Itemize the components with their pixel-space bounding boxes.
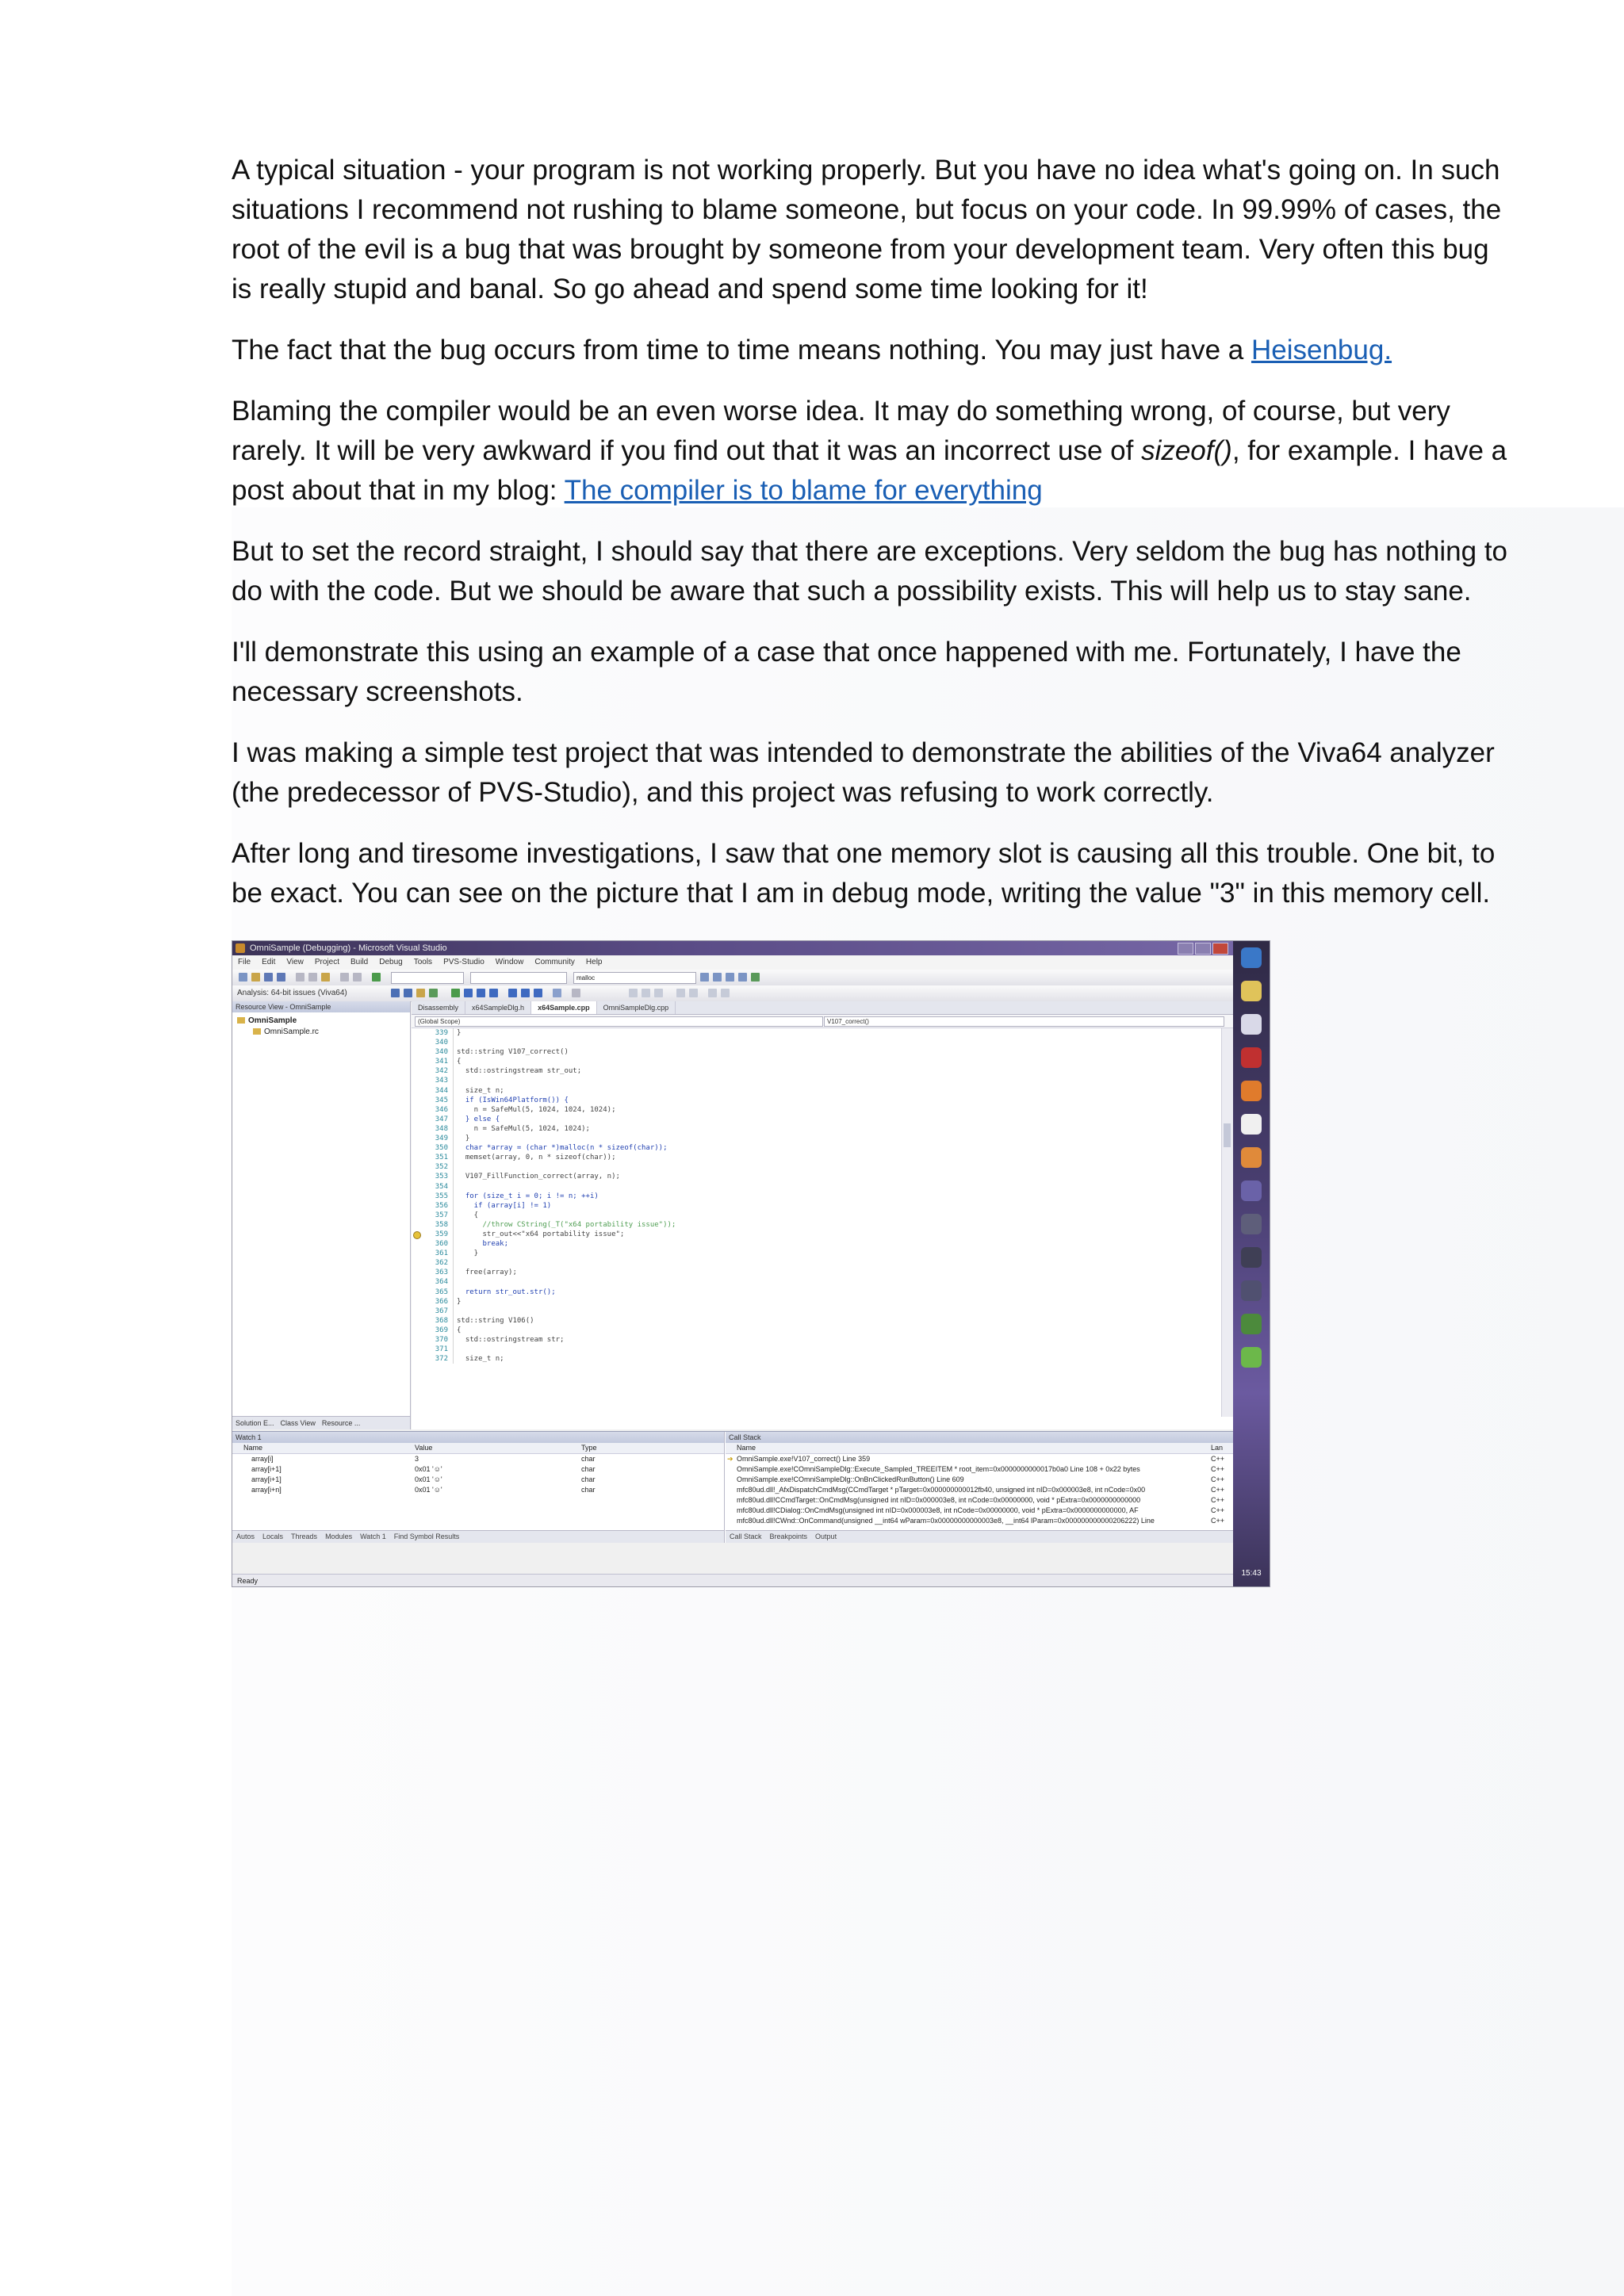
find-combo[interactable]: malloc	[573, 972, 696, 984]
watch-row[interactable]	[232, 1464, 724, 1475]
window-title: OmniSample (Debugging) - Microsoft Visual Studio	[250, 943, 447, 953]
call-stack-row[interactable]	[726, 1475, 1233, 1485]
line-number: 365	[412, 1288, 454, 1297]
tree-item-root[interactable]	[237, 1016, 405, 1027]
game-gadget-icon[interactable]	[1241, 1181, 1262, 1201]
run-icon[interactable]	[451, 989, 460, 997]
code-line	[412, 1345, 1220, 1354]
monitor-gadget-icon[interactable]	[1241, 1214, 1262, 1234]
line-number: 358	[412, 1220, 454, 1230]
line-number: 355	[412, 1192, 454, 1201]
code-text: return str_out.str();	[457, 1288, 556, 1296]
scroll-thumb[interactable]	[1224, 1123, 1231, 1147]
code-line	[412, 1038, 1220, 1047]
code-text: {	[457, 1326, 462, 1334]
media-gadget-icon[interactable]	[1241, 1147, 1262, 1168]
code-line	[412, 1192, 1220, 1201]
line-number: 368	[412, 1316, 454, 1326]
app-gadget-icon[interactable]	[1241, 1081, 1262, 1101]
menu-item-edit[interactable]: Edit	[262, 958, 276, 966]
solution-explorer-icon[interactable]	[713, 973, 722, 982]
call-stack-row[interactable]	[726, 1495, 1233, 1506]
line-number: 369	[412, 1326, 454, 1335]
line-number: 366	[412, 1297, 454, 1307]
call-stack-language: C++	[1211, 1506, 1225, 1514]
paragraph-6: I was making a simple test project that was intended to demonstrate the abilities of the Viva64 analyzer (the predecessor of PVS-Studio), and this project was refusing to work correctly.	[232, 737, 1495, 808]
menu-item-project[interactable]: Project	[314, 958, 339, 966]
call-stack-frame: mfc80ud.dll!CDialog::OnCmdMsg(unsigned int nID=0x000003e8, int nCode=0x00000000, void * pExtra=0x0000000000000, AF	[737, 1506, 1139, 1514]
left-pane-tabs	[232, 1416, 410, 1429]
code-line	[412, 1268, 1220, 1277]
step-into-icon[interactable]	[508, 989, 517, 997]
watch-title: Watch 1	[232, 1432, 724, 1443]
call-stack-title: Call Stack	[726, 1432, 1233, 1443]
watch-header-cell[interactable]: Name	[243, 1444, 263, 1452]
notes-gadget-icon[interactable]	[1241, 981, 1262, 1001]
bottom-tab[interactable]: Autos	[236, 1533, 255, 1540]
menu-item-file[interactable]: File	[238, 958, 251, 966]
code-text: std::ostringstream str;	[457, 1336, 565, 1344]
left-pane-tab[interactable]: Resource ...	[321, 1419, 361, 1427]
call-stack-rows	[726, 1454, 1233, 1526]
line-number: 341	[412, 1057, 454, 1066]
line-number: 362	[412, 1258, 454, 1268]
watch-cell: 3	[415, 1455, 419, 1463]
document-tab[interactable]: OmniSampleDlg.cpp	[597, 1001, 676, 1014]
code-text: }	[457, 1297, 462, 1306]
code-text: std::string V106()	[457, 1316, 534, 1325]
call-stack-frame: mfc80ud.dll!_AfxDispatchCmdMsg(CCmdTarget * pTarget=0x000000000012fb40, unsigned int nID=0x000003e8, int nCode=0x00	[737, 1486, 1146, 1494]
paragraph-3	[232, 392, 1516, 511]
call-stack-language: C++	[1211, 1455, 1225, 1463]
document-gadget-icon[interactable]	[1241, 1114, 1262, 1135]
watch-header-cell[interactable]: Value	[415, 1444, 433, 1452]
bottom-right-tabs	[726, 1530, 1233, 1543]
call-stack-row[interactable]	[726, 1464, 1233, 1475]
camera-gadget-icon[interactable]	[1241, 1247, 1262, 1268]
paragraph-3-text-a: Blaming the compiler would be an even worse idea. It may do something wrong, of course, but very rarely. It will be very awkward if you find out that it was an incorrect use of	[232, 396, 1450, 466]
bottom-tab[interactable]: Call Stack	[730, 1533, 762, 1540]
call-stack-frame: OmniSample.exe!COmniSampleDlg::OnBnClickedRunButton() Line 609	[737, 1475, 964, 1483]
menu-item-view[interactable]: View	[286, 958, 304, 966]
code-line	[412, 1028, 1220, 1038]
line-number: 372	[412, 1354, 454, 1364]
watch-cell: char	[581, 1486, 596, 1494]
properties-icon[interactable]	[726, 973, 734, 982]
watch-cell: array[i+1]	[251, 1475, 282, 1483]
menu-item-help[interactable]: Help	[585, 958, 603, 966]
code-line	[412, 1047, 1220, 1057]
folder-icon	[237, 1017, 245, 1024]
bottom-tab[interactable]: Find Symbol Results	[393, 1533, 460, 1540]
code-text: }	[457, 1249, 479, 1258]
check-file-icon[interactable]	[404, 989, 412, 997]
code-text: {	[457, 1211, 479, 1219]
code-line	[412, 1105, 1220, 1115]
line-number: 348	[412, 1124, 454, 1134]
code-line	[412, 1066, 1220, 1076]
save-all-icon[interactable]	[277, 973, 285, 982]
line-number: 370	[412, 1335, 454, 1345]
sizeof-emphasis: sizeof()	[1141, 435, 1232, 466]
call-stack-frame: OmniSample.exe!V107_correct() Line 359	[737, 1455, 871, 1463]
code-line	[412, 1239, 1220, 1249]
debug-windows	[232, 1431, 1233, 1543]
redo-icon[interactable]	[353, 973, 362, 982]
call-stack-window	[726, 1432, 1233, 1543]
restart-icon[interactable]	[489, 989, 498, 997]
line-number: 363	[412, 1268, 454, 1277]
open-icon[interactable]	[251, 973, 260, 982]
settings-gadget-icon[interactable]	[1241, 1280, 1262, 1301]
code-line	[412, 1249, 1220, 1258]
stop-icon[interactable]	[477, 989, 485, 997]
heisenbug-link[interactable]: Heisenbug.	[1251, 335, 1392, 365]
visual-studio-icon	[236, 943, 245, 953]
code-line	[412, 1086, 1220, 1096]
new-project-icon[interactable]	[239, 973, 247, 982]
code-text: std::string V107_correct()	[457, 1048, 569, 1057]
bottom-tab[interactable]: Output	[815, 1533, 837, 1540]
code-text: str_out<<"x64 portability issue";	[457, 1230, 625, 1238]
code-line	[412, 1153, 1220, 1162]
watch-cell: 0x01 '☺'	[415, 1465, 442, 1473]
code-line	[412, 1220, 1220, 1230]
watch-cell: char	[581, 1455, 596, 1463]
watch-rows	[232, 1454, 724, 1495]
paragraph-3-text-b: , for example. I have a post about that in my blog:	[232, 435, 1507, 506]
call-stack-language: C++	[1211, 1517, 1225, 1525]
line-number: 339	[412, 1028, 454, 1038]
current-frame-arrow-icon: ➔	[727, 1455, 733, 1463]
code-text: break;	[457, 1240, 509, 1249]
code-line	[412, 1143, 1220, 1153]
document-tabs	[412, 1001, 1233, 1015]
folder-icon	[253, 1028, 261, 1035]
call-stack-language: C++	[1211, 1475, 1225, 1483]
undo-icon[interactable]	[340, 973, 349, 982]
watch-cell: array[i+n]	[251, 1486, 282, 1494]
watch-cell: array[i+1]	[251, 1465, 282, 1473]
call-stack-language: C++	[1211, 1465, 1225, 1473]
code-line	[412, 1134, 1220, 1143]
menu-item-pvs-studio[interactable]: PVS-Studio	[443, 958, 485, 966]
watch-cell: 0x01 '☺'	[415, 1486, 442, 1494]
line-number: 342	[412, 1066, 454, 1076]
step-out-icon[interactable]	[534, 989, 542, 997]
line-number: 346	[412, 1105, 454, 1115]
menu-item-build[interactable]: Build	[350, 958, 369, 966]
hex-icon[interactable]	[553, 989, 561, 997]
call-stack-frame: OmniSample.exe!COmniSampleDlg::Execute_Sampled_TREEITEM * root_item=0x0000000000017b0a0 Line 108 + 0x22 bytes	[737, 1465, 1140, 1473]
code-line	[412, 1057, 1220, 1066]
line-number: 357	[412, 1211, 454, 1220]
paragraph-4: But to set the record straight, I should say that there are exceptions. Very seldom the bug has nothing to do with the code. But we should be aware that such a possibility exists. This will help us to stay sane.	[232, 536, 1508, 607]
code-text: }	[457, 1135, 470, 1143]
maximize-icon[interactable]	[1195, 943, 1211, 955]
line-number: 349	[412, 1134, 454, 1143]
call-stack-header-cell[interactable]: Lan	[1211, 1444, 1224, 1452]
outdent-icon[interactable]	[654, 989, 663, 997]
standard-toolbar	[232, 970, 1233, 986]
check-solution-icon[interactable]	[429, 989, 438, 997]
code-line	[412, 1230, 1220, 1239]
call-stack-row[interactable]	[726, 1516, 1233, 1526]
watch-row[interactable]	[232, 1485, 724, 1495]
line-number: 343	[412, 1076, 454, 1085]
comment-icon[interactable]	[676, 989, 685, 997]
watch-window	[232, 1432, 725, 1543]
paste-icon[interactable]	[321, 973, 330, 982]
code-line	[412, 1277, 1220, 1287]
code-text: {	[457, 1058, 462, 1066]
call-stack-row[interactable]	[726, 1506, 1233, 1516]
download-gadget-icon[interactable]	[1241, 1347, 1262, 1368]
call-stack-row[interactable]	[726, 1485, 1233, 1495]
line-number: 351	[412, 1153, 454, 1162]
watch-cell: char	[581, 1475, 596, 1483]
toolbox-icon[interactable]	[738, 973, 747, 982]
code-text: if (IsWin64Platform()) {	[457, 1096, 569, 1104]
code-text: n = SafeMul(5, 1024, 1024, 1024);	[457, 1105, 616, 1114]
call-stack-frame: mfc80ud.dll!CCmdTarget::OnCmdMsg(unsigned int nID=0x000003e8, int nCode=0x00000000, void * pExtra=0x0000000000000	[737, 1496, 1141, 1504]
next-bookmark-icon[interactable]	[721, 989, 730, 997]
code-line	[412, 1124, 1220, 1134]
article-body	[232, 151, 1516, 935]
call-stack-row[interactable]	[726, 1454, 1233, 1464]
code-text: free(array);	[457, 1269, 517, 1277]
resource-tree	[232, 1012, 410, 1041]
code-text: if (array[i] != 1)	[457, 1201, 552, 1210]
line-number: 345	[412, 1096, 454, 1105]
current-statement-icon	[413, 1231, 421, 1239]
resource-view-pane	[232, 1001, 411, 1429]
call-stack-header-cell[interactable]: Name	[737, 1444, 756, 1452]
line-number: 353	[412, 1172, 454, 1181]
document-tab[interactable]: x64SampleDlg.h	[465, 1001, 531, 1014]
code-line	[412, 1201, 1220, 1211]
breakpoints-icon[interactable]	[572, 989, 580, 997]
line-number: 352	[412, 1162, 454, 1172]
window-titlebar	[232, 941, 1233, 955]
menu-item-window[interactable]: Window	[495, 958, 524, 966]
class-view-icon[interactable]	[751, 973, 760, 982]
tree-child-label: OmniSample.rc	[264, 1027, 319, 1036]
compiler-blame-link[interactable]: The compiler is to blame for everything	[564, 475, 1043, 506]
watch-cell: array[i]	[251, 1455, 274, 1463]
pause-icon[interactable]	[464, 989, 473, 997]
paragraph-5: I'll demonstrate this using an example of a case that once happened with me. Fortunately, I have the necessary screenshots.	[232, 637, 1461, 707]
watch-cell: 0x01 '☺'	[415, 1475, 442, 1483]
code-line	[412, 1182, 1220, 1192]
debug-toolbar	[232, 985, 1233, 1002]
paragraph-1: A typical situation - your program is not working properly. But you have no idea what's going on. In such situations I recommend not rushing to blame someone, but focus on your code. In 99.99% of cases, the root of the evil is a bug that was brought by someone from your development team. Very often this bug is really stupid and banal. So go ahead and spend some time looking for it!	[232, 155, 1502, 304]
bottom-left-tabs	[232, 1530, 724, 1543]
watch-cell: char	[581, 1465, 596, 1473]
watch-header-cell[interactable]: Type	[581, 1444, 597, 1452]
code-line	[412, 1335, 1220, 1345]
bookmark-icon[interactable]	[708, 989, 717, 997]
code-line	[412, 1297, 1220, 1307]
status-bar: Ready	[232, 1574, 1233, 1586]
line-number: 347	[412, 1115, 454, 1124]
line-number: 354	[412, 1182, 454, 1192]
network-gadget-icon[interactable]	[1241, 1314, 1262, 1334]
member-combo[interactable]: V107_correct()	[824, 1016, 1224, 1027]
analysis-label: Analysis: 64-bit issues (Viva64)	[237, 989, 347, 997]
find-in-files-icon[interactable]	[700, 973, 709, 982]
code-line	[412, 1076, 1220, 1085]
line-number: 360	[412, 1239, 454, 1249]
scope-combo[interactable]: (Global Scope)	[415, 1016, 823, 1027]
left-pane-tab[interactable]: Solution E...	[236, 1419, 274, 1427]
watch-header	[232, 1443, 724, 1454]
code-text: size_t n;	[457, 1086, 504, 1095]
bottom-tab[interactable]: Watch 1	[360, 1533, 386, 1540]
code-line	[412, 1354, 1220, 1364]
menu-item-community[interactable]: Community	[534, 958, 575, 966]
document-tab[interactable]: Disassembly	[412, 1001, 465, 1014]
code-line	[412, 1211, 1220, 1220]
code-text: V107_FillFunction_correct(array, n);	[457, 1173, 620, 1181]
code-area[interactable]	[412, 1028, 1220, 1417]
bottom-tab[interactable]: Modules	[325, 1533, 353, 1540]
code-text: //throw CString(_T("x64 portability issue"));	[457, 1220, 676, 1229]
left-pane-tab[interactable]: Class View	[280, 1419, 316, 1427]
code-text: for (size_t i = 0; i != n; ++i)	[457, 1192, 599, 1200]
menu-bar	[232, 955, 1233, 970]
uncomment-icon[interactable]	[689, 989, 698, 997]
call-stack-language: C++	[1211, 1486, 1225, 1494]
code-line	[412, 1326, 1220, 1335]
continue-icon[interactable]	[372, 973, 381, 982]
document-tab[interactable]: x64Sample.cpp	[531, 1001, 597, 1014]
bottom-tab[interactable]: Breakpoints	[769, 1533, 808, 1540]
platform-combo[interactable]	[470, 972, 567, 984]
visual-studio-screenshot	[232, 940, 1270, 1587]
opera-gadget-icon[interactable]	[1241, 1047, 1262, 1068]
line-number: 361	[412, 1249, 454, 1258]
line-number: 344	[412, 1086, 454, 1096]
code-line	[412, 1115, 1220, 1124]
format-icon[interactable]	[629, 989, 638, 997]
code-text: std::ostringstream str_out;	[457, 1067, 582, 1076]
code-text: n = SafeMul(5, 1024, 1024);	[457, 1124, 590, 1133]
code-text: } else {	[457, 1115, 500, 1123]
minimize-icon[interactable]	[1178, 943, 1193, 955]
line-number: 340	[412, 1038, 454, 1047]
navigation-bar	[412, 1015, 1233, 1028]
verify-icon[interactable]	[391, 989, 400, 997]
check-project-icon[interactable]	[416, 989, 425, 997]
indent-icon[interactable]	[642, 989, 650, 997]
save-icon[interactable]	[264, 973, 273, 982]
menu-item-debug[interactable]: Debug	[379, 958, 403, 966]
globe-gadget-icon[interactable]	[1241, 947, 1262, 968]
line-number: 371	[412, 1345, 454, 1354]
bottom-tab[interactable]: Locals	[262, 1533, 284, 1540]
windows-sidebar	[1233, 941, 1270, 1586]
bottom-tab[interactable]: Threads	[291, 1533, 318, 1540]
line-number: 364	[412, 1277, 454, 1287]
code-line	[412, 1096, 1220, 1105]
code-text: memset(array, 0, n * sizeof(char));	[457, 1154, 616, 1162]
cut-icon[interactable]	[296, 973, 304, 982]
code-line	[412, 1316, 1220, 1326]
tree-root-label: OmniSample	[248, 1016, 297, 1025]
calendar-gadget-icon[interactable]	[1241, 1014, 1262, 1035]
call-stack-language: C++	[1211, 1496, 1225, 1504]
call-stack-header	[726, 1443, 1233, 1454]
line-number: 340	[412, 1047, 454, 1057]
code-text: char *array = (char *)malloc(n * sizeof(char));	[457, 1144, 668, 1153]
call-stack-frame: mfc80ud.dll!CWnd::OnCommand(unsigned __int64 wParam=0x00000000000003e8, __int64 lParam=0x000000000000206222) Line	[737, 1517, 1155, 1525]
code-line	[412, 1288, 1220, 1297]
code-text: }	[457, 1029, 462, 1037]
tray-clock: 15:43	[1241, 1569, 1262, 1578]
line-number: 367	[412, 1307, 454, 1316]
watch-row[interactable]	[232, 1475, 724, 1485]
paragraph-2	[232, 331, 1516, 370]
code-editor	[412, 1001, 1233, 1429]
watch-row[interactable]	[232, 1454, 724, 1464]
resource-view-title: Resource View - OmniSample	[232, 1001, 410, 1012]
copy-icon[interactable]	[308, 973, 317, 982]
step-over-icon[interactable]	[521, 989, 530, 997]
code-text: size_t n;	[457, 1355, 504, 1364]
editor-scrollbar[interactable]	[1221, 1028, 1233, 1417]
paragraph-2-text: The fact that the bug occurs from time to time means nothing. You may just have a	[232, 335, 1251, 365]
code-line	[412, 1307, 1220, 1316]
line-number: 359	[412, 1230, 454, 1239]
close-icon[interactable]	[1212, 943, 1228, 955]
line-number: 356	[412, 1201, 454, 1211]
code-line	[412, 1258, 1220, 1268]
tree-item-child[interactable]	[237, 1027, 405, 1038]
code-line	[412, 1172, 1220, 1181]
menu-item-tools[interactable]: Tools	[413, 958, 433, 966]
config-combo[interactable]	[391, 972, 464, 984]
code-line	[412, 1162, 1220, 1172]
paragraph-7: After long and tiresome investigations, I saw that one memory slot is causing all this trouble. One bit, to be exact. You can see on the picture that I am in debug mode, writing the value "3" in this memory cell.	[232, 838, 1496, 909]
line-number: 350	[412, 1143, 454, 1153]
